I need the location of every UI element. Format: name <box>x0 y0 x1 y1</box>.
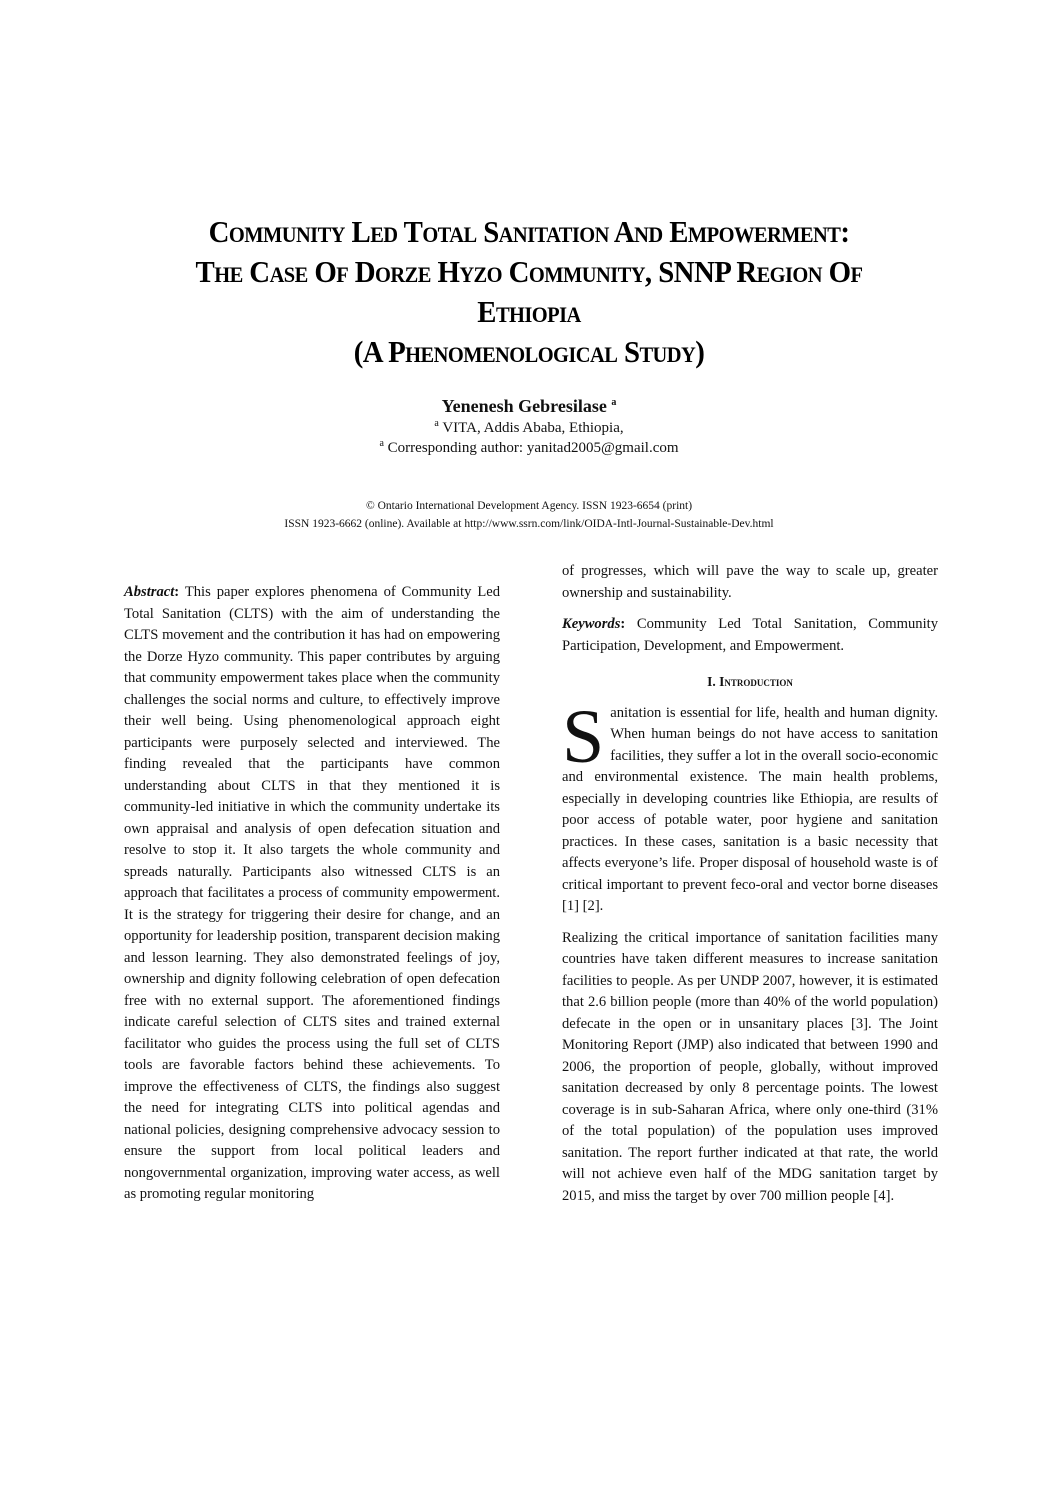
keywords: Keywords: Community Led Total Sanitation, Community Participation, Development, and Empowerment. <box>562 616 938 654</box>
copyright-line-1: © Ontario International Development Agency. ISSN 1923-6654 (print) <box>365 500 693 512</box>
abstract: Abstract: This paper explores phenomena of Community Led Total Sanitation (CLTS) with the aim of understanding the CLTS movement and the contribution it has had on empowering the Dorze Hyzo community. This paper contributes by arguing that community empowerment takes place when the community challenges the social norms and culture, to effectively improve their well being. Using phenomenological approach eight participants were purposely selected and interviewed. The finding revealed that the participants have common understanding about CLTS in that they mentioned it is community-led initiative in which the community undertake its own appraisal and analysis of open defecation situation and resolve to stop it. It also targets the whole community and spreads naturally. Participants also witnessed CLTS is an approach that facilitates a process of community empowerment. It is the strategy for triggering their desire for change, and an opportunity for leadership position, transparent decision making and lesson learning. They also demonstrated feelings of joy, ownership and dignity following celebration of open defecation free with no external support. The aforementioned findings indicate careful selection of CLTS sites and trained external facilitator who guides the process using the full set of CLTS tools are favorable factors behind these achievements. To improve the effectiveness of CLTS, the findings also suggest the need for integrating CLTS into political agendas and national policies, designing comprehensive advocacy session to ensure the support from local political leaders and nongovernmental organization, improving water access, as well as promoting regular monitoring <box>124 584 501 1202</box>
title-line: Community Led Total Sanitation And Empowerment: <box>208 214 850 249</box>
author-superscript: a <box>611 397 617 408</box>
corresponding-text: Corresponding author: yanitad2005@gmail.com <box>387 440 679 456</box>
affiliation <box>80 418 978 438</box>
paragraph-gap <box>562 918 938 928</box>
corresponding-author <box>80 438 978 458</box>
author-name-text: Yenenesh Gebresilase <box>441 396 607 416</box>
affiliation-text: VITA, Addis Ababa, Ethiopia, <box>442 420 624 436</box>
keywords-label: Keywords <box>562 616 621 632</box>
intro-paragraph-2: Realizing the critical importance of sanitation facilities many countries have taken different measures to increase sanitation facilities to people. As per UNDP 2007, however, it is estimated that 2.6 billion people (more than 40% of the world population) defecate in the open or in unsanitary places [3]. The Joint Monitoring Report (JMP) also indicated that between 1990 and 2006, the proportion of people, globally, without improved sanitation decreased by only 8 percentage points. The lowest coverage is in sub-Saharan Africa, where only one-third (31% of the total population) of the population uses improved sanitation. The report further indicated at that rate, the world will not achieve even half of the MDG sanitation target by 2015, and miss the target by over 700 million people [4]. <box>562 929 938 1204</box>
paper-title <box>80 212 978 372</box>
abstract-label: Abstract <box>124 584 175 600</box>
intro-paragraph-1 <box>562 694 938 918</box>
section-heading-introduction: I. Introduction <box>707 674 793 689</box>
title-line: Ethiopia <box>477 294 581 329</box>
intro-paragraph-1-text: anitation is essential for life, health and human dignity. When human beings do not have access to sanitation facilities, they suffer a lot in the overall socio-economic and environmental existence. The main health problems, especially in developing countries like Ethiopia, are results of poor access of potable water, poor hygiene and sanitation practices. In these cases, sanitation is a basic necessity that affects everyone’s life. Proper disposal of household waste is of critical important to prevent feco-oral and vector borne diseases [1] [2]. <box>562 704 938 914</box>
abstract-continuation: of progresses, which will pave the way to scale up, greater ownership and sustainability. <box>562 563 938 601</box>
keywords-text: Community Led Total Sanitation, Community Participation, Development, and Empowerment. <box>562 616 938 654</box>
title-line: (A Phenomenological Study) <box>353 334 705 369</box>
corresponding-superscript: a <box>379 438 384 449</box>
copyright-notice <box>80 497 978 533</box>
title-line: The Case Of Dorze Hyzo Community, SNNP Region Of <box>195 254 863 289</box>
copyright-line-2: ISSN 1923-6662 (online). Available at http://www.ssrn.com/link/OIDA-Intl-Journal-Sustainable-Dev.html <box>284 518 774 530</box>
author-block <box>80 394 978 458</box>
author-name <box>80 394 978 418</box>
abstract-text: This paper explores phenomena of Community Led Total Sanitation (CLTS) with the aim of understanding the CLTS movement and the contribution it has had on empowering the Dorze Hyzo community. This paper contributes by arguing that community empowerment takes place when the community challenges the social norms and culture, to effectively improve their well being. Using phenomenological approach eight participants were purposely selected and interviewed. The finding revealed that the participants have common understanding about CLTS in that they mentioned it is community-led initiative in which the community undertake its own appraisal and analysis of open defecation situation and resolve to stop it. It also targets the whole community and spreads naturally. Participants also witnessed CLTS is an approach that facilitates a process of community empowerment. It is the strategy for triggering their desire for change, and an opportunity for leadership position, transparent decision making and lesson learning. They also demonstrated feelings of joy, ownership and dignity following celebration of open defecation free with no external support. The aforementioned findings indicate careful selection of CLTS sites and trained external facilitator who guides the process using the full set of CLTS tools are favorable factors behind these achievements. To improve the effectiveness of CLTS, the findings also suggest the need for integrating CLTS into political agendas and national policies, designing comprehensive advocacy session to ensure the support from local political leaders and nongovernmental organization, improving water access, as well as promoting regular monitoring <box>124 584 501 1202</box>
right-column <box>562 561 938 1207</box>
left-column <box>124 582 500 1206</box>
drop-cap: S <box>562 694 605 779</box>
affiliation-superscript: a <box>434 418 439 429</box>
